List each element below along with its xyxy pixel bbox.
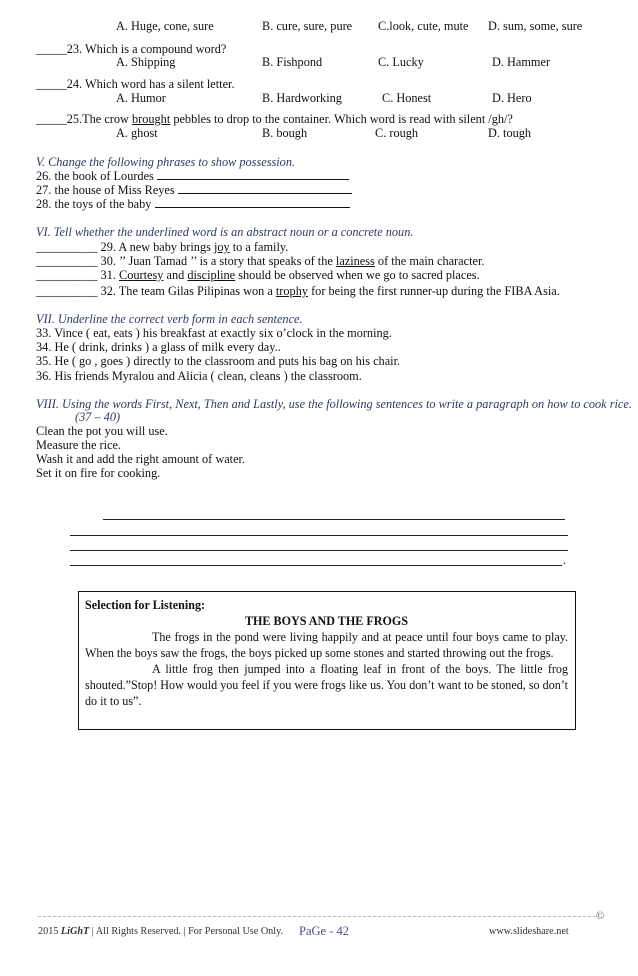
item-27 [36,183,352,198]
item-32 [36,284,560,299]
item-31 [36,268,480,283]
listening-selection-box [78,591,576,730]
answer-blank: __________ [36,240,98,254]
writing-line[interactable] [70,565,562,566]
step-line: Clean the pot you will use. [36,424,168,438]
question-24-prompt: 24. Which word has a silent letter. [66,77,235,91]
story-paragraph-1: The frogs in the pond were living happily and at peace until four boys came to play. When the boys saw the frogs, the boys picked up some stones and started throwing out the frogs. [85,630,568,660]
footer-brand: LiGhT [60,926,90,937]
item-27-text: 27. the house of Miss Reyes [36,183,175,197]
item-28 [36,197,350,212]
q25-option-c: C. rough [375,126,419,140]
item-33: 33. Vince ( eat, eats ) his breakfast at exactly six o’clock in the morning. [36,326,392,340]
writing-line[interactable] [103,519,565,520]
question-25-post: pebbles to drop to the container. Which word is read with silent /gh/? [170,112,513,126]
footer-year: 2015 [38,926,61,937]
section-8-title: VIII. Using the words First, Next, Then and Lastly, use the following sentences to write a paragraph on how to cook rice. [36,397,632,411]
underlined-word: joy [213,240,230,254]
q23-option-b: B. Fishpond [262,55,323,69]
section-8-range: (37 – 40) [75,410,121,424]
q24-option-b: B. Hardworking [262,91,342,105]
footer-rights: | All Rights Reserved. | For Personal Use Only. [89,926,284,937]
answer-blank: _____ [36,77,67,91]
copyright-icon: © [596,910,605,922]
story-title: THE BOYS AND THE FROGS [244,614,409,628]
q25-option-b: B. bough [262,126,308,140]
footer-copyright [38,926,283,937]
question-24-text [36,77,235,92]
answer-blank: _____ [36,42,67,56]
question-25-pre: 25.The crow [66,112,132,126]
item-32-pre: 32. The team Gilas Pilipinas won a [97,284,276,298]
item-34: 34. He ( drink, drinks ) a glass of milk every day.. [36,340,281,354]
q22-option-b: B. cure, sure, pure [262,19,353,33]
underlined-word: laziness [335,254,375,268]
item-30-pre: 30. ’’ Juan Tamad ’’ is a story that speaks of the [97,254,336,268]
answer-blank: __________ [36,268,98,282]
q23-option-c: C. Lucky [378,55,424,69]
item-28-text: 28. the toys of the baby [36,197,152,211]
item-26-text: 26. the book of Lourdes [36,169,154,183]
item-35: 35. He ( go , goes ) directly to the classroom and puts his bag on his chair. [36,354,401,368]
story-paragraph-2: A little frog then jumped into a floating leaf in front of the boys. The little frog shouted.”Stop! How would you feel if you were frogs like us. You don’t want to be stoned, so don’t do it to us”. [85,662,568,708]
footer-divider [38,916,596,917]
q22-option-d: D. sum, some, sure [488,19,583,33]
writing-line[interactable] [70,535,568,536]
q22-option-c: C.look, cute, mute [378,19,469,33]
answer-blank: __________ [36,284,98,298]
q24-option-c: C. Honest [382,91,432,105]
section-7-title: VII. Underline the correct verb form in each sentence. [36,312,303,326]
q22-option-a: A. Huge, cone, sure [116,19,214,33]
item-36: 36. His friends Myralou and Alicia ( clean, cleans ) the classroom. [36,369,362,383]
item-30-post: of the main character. [374,254,485,268]
question-23-prompt: 23. Which is a compound word? [66,42,227,56]
section-6-title: VI. Tell whether the underlined word is an abstract noun or a concrete noun. [36,225,414,239]
underlined-word: Courtesy [119,268,164,282]
item-31-pre: 31. [97,268,120,282]
item-31-mid: and [163,268,188,282]
answer-line[interactable] [155,197,350,208]
step-line: Measure the rice. [36,438,122,452]
underlined-word: brought [131,112,171,126]
writing-line[interactable] [70,550,568,551]
item-31-post: should be observed when we go to sacred places. [235,268,480,282]
step-line: Set it on fire for cooking. [36,466,161,480]
q25-option-a: A. ghost [116,126,158,140]
section-5-title: V. Change the following phrases to show possession. [36,155,296,169]
q23-option-d: D. Hammer [492,55,551,69]
q25-option-d: D. tough [488,126,532,140]
item-30 [36,254,484,269]
page-number: PaGe - 42 [299,924,349,938]
footer-site[interactable]: www.slideshare.net [489,926,569,937]
paragraph-end-mark: . [563,553,567,567]
q24-option-a: A. Humor [116,91,166,105]
q23-option-a: A. Shipping [116,55,176,69]
answer-blank: _____ [36,112,67,126]
step-line: Wash it and add the right amount of water. [36,452,246,466]
underlined-word: trophy [275,284,308,298]
listening-label: Selection for Listening: [85,598,206,612]
item-29-post: to a family. [229,240,289,254]
item-29-pre: 29. A new baby brings [97,240,214,254]
answer-blank: __________ [36,254,98,268]
underlined-word: discipline [187,268,236,282]
q24-option-d: D. Hero [492,91,532,105]
answer-line[interactable] [178,183,352,194]
answer-line[interactable] [157,169,349,180]
listening-content [85,597,568,709]
question-25-text [36,112,513,127]
item-26 [36,169,349,184]
item-32-post: for being the first runner-up during the FIBA Asia. [308,284,560,298]
item-29 [36,240,288,255]
